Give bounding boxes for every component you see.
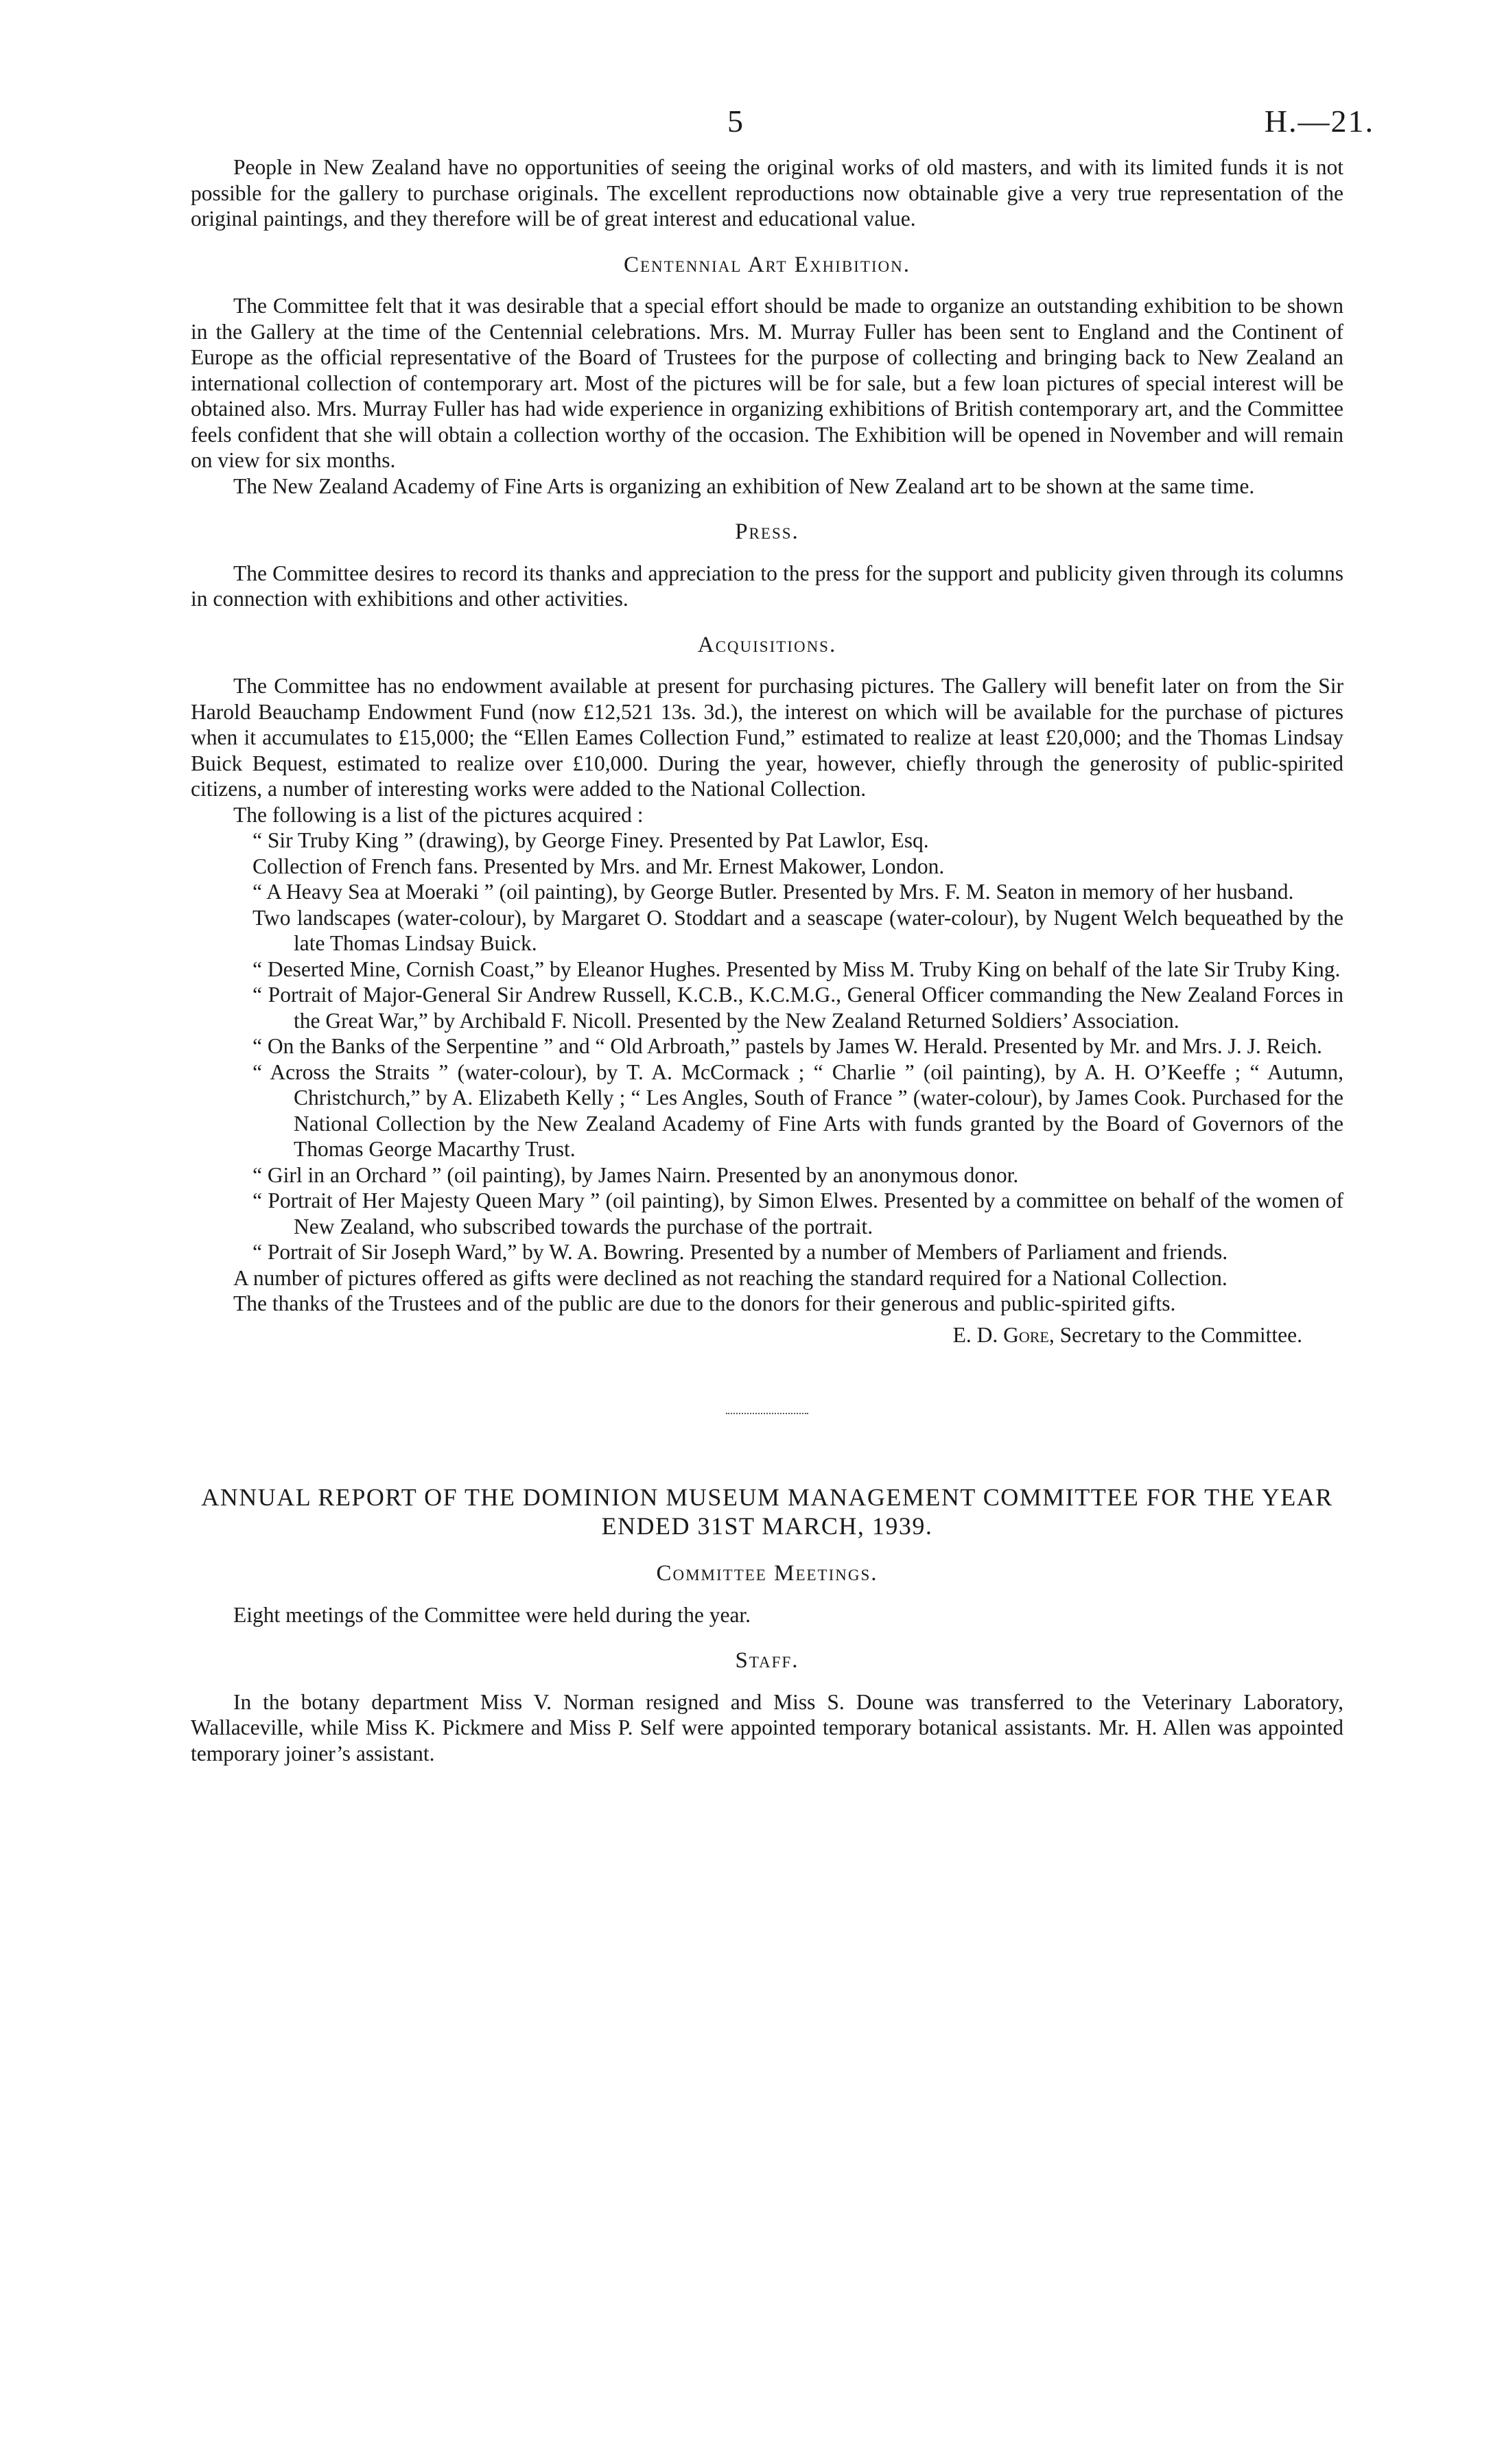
page-reference: H.—21. [1264, 104, 1374, 139]
meetings-heading: Committee Meetings. [656, 1561, 878, 1586]
list-item: “ Girl in an Orchard ” (oil painting), by James Nairn. Presented by an anonymous donor. [253, 1162, 1019, 1187]
press-paragraph: The Committee desires to record its thanks and appreciation to the press for the support and publicity given through its columns in connection with exhibitions and other activities. [191, 561, 1343, 611]
press-heading: Press. [735, 519, 799, 544]
section-divider [726, 1413, 808, 1414]
staff-paragraph: In the botany department Miss V. Norman resigned and Miss S. Doune was transferred to the Veterinary Laboratory, Wallaceville, while Miss K. Pickmere and Miss P. Self were appointed temporary botanical assistants. Mr. H. Allen was appointed temporary joiner’s assistant. [191, 1689, 1343, 1765]
meetings-paragraph: Eight meetings of the Committee were held during the year. [233, 1602, 751, 1627]
list-item: “ A Heavy Sea at Moeraki ” (oil painting), by George Butler. Presented by Mrs. F. M. Seaton in memory of her husband. [253, 880, 1294, 904]
list-item: “ Portrait of Major-General Sir Andrew Russell, K.C.B., K.C.M.G., General Officer commanding the New Zealand Forces in the Great War,” by Archibald F. Nicoll. Presented by the New Zealand Returned Soldiers’ Association. [253, 983, 1343, 1033]
acquisitions-list [191, 828, 1343, 1265]
annual-report-title: ANNUAL REPORT OF THE DOMINION MUSEUM MANAGEMENT COMMITTEE FOR THE YEAR ENDED 31ST MARCH, 1939. [201, 1483, 1333, 1540]
signature-name: E. D. Gore, [952, 1322, 1055, 1347]
list-item: “ Across the Straits ” (water-colour), by T. A. McCormack ; “ Charlie ” (oil painting), by A. H. O’Keeffe ; “ Autumn, Christchurch,” by A. Elizabeth Kelly ; “ Les Angles, South of France ” (water-colour), by James Cook. Purchased for the National Collection by the New Zealand Academy of Fine Arts with funds granted by the Board of Governors of the Thomas George Macarthy Trust. [253, 1059, 1343, 1161]
centennial-heading: Centennial Art Exhibition. [623, 252, 911, 277]
list-item: “ Portrait of Sir Joseph Ward,” by W. A. Bowring. Presented by a number of Members of Parliament and friends. [253, 1240, 1228, 1264]
list-item: Collection of French fans. Presented by Mrs. and Mr. Ernest Makower, London. [253, 854, 945, 878]
list-item: “ Deserted Mine, Cornish Coast,” by Eleanor Hughes. Presented by Miss M. Truby King on behalf of the late Sir Truby King. [253, 957, 1341, 981]
centennial-paragraph-2: The New Zealand Academy of Fine Arts is organizing an exhibition of New Zealand art to be shown at the same time. [233, 473, 1255, 498]
signature [191, 1322, 1343, 1348]
list-item: “ On the Banks of the Serpentine ” and “ Old Arbroath,” pastels by James W. Herald. Presented by Mr. and Mrs. J. J. Reich. [253, 1034, 1322, 1058]
centennial-paragraph-1: The Committee felt that it was desirable that a special effort should be made to organize an outstanding exhibition to be shown in the Gallery at the time of the Centennial celebrations. Mrs. M. Murray Fuller has been sent to England and the Continent of Europe as the official representative of the Board of Trustees for the purpose of collecting and bringing back to New Zealand an international collection of contemporary art. Most of the pictures will be for sale, but a few loan pictures of special interest will be obtained also. Mrs. Murray Fuller has had wide experience in organizing exhibitions of British contemporary art, and the Committee feels confident that she will obtain a collection worthy of the occasion. The Exhibition will be opened in November and will remain on view for six months. [191, 294, 1343, 472]
acquisitions-heading: Acquisitions. [697, 632, 837, 657]
list-item: “ Sir Truby King ” (drawing), by George Finey. Presented by Pat Lawlor, Esq. [253, 828, 929, 852]
list-item: “ Portrait of Her Majesty Queen Mary ” (oil painting), by Simon Elwes. Presented by a committee on behalf of the women of New Zealand, who subscribed towards the purchase of the portrait. [253, 1188, 1343, 1239]
page-header [0, 103, 1491, 144]
page-number: 5 [727, 104, 743, 139]
staff-heading: Staff. [735, 1648, 799, 1673]
signature-role: Secretary to the Committee. [1059, 1322, 1302, 1347]
document-body [191, 154, 1343, 1766]
acquisitions-paragraph: The Committee has no endowment available at present for purchasing pictures. The Gallery will benefit later on from the Sir Harold Beauchamp Endowment Fund (now £12,521 13s. 3d.), the interest on which will be available for the purchase of pictures when it accumulates to £15,000; the “Ellen Eames Collection Fund,” estimated to realize at least £20,000; and the Thomas Lindsay Buick Bequest, estimated to realize over £10,000. During the year, however, chiefly through the generosity of public-spirited citizens, a number of interesting works were added to the National Collection. [191, 674, 1343, 801]
list-item: Two landscapes (water-colour), by Margaret O. Stoddart and a seascape (water-colour), by Nugent Welch bequeathed by the late Thomas Lindsay Buick. [253, 905, 1343, 955]
acquisitions-list-intro: The following is a list of the pictures acquired : [233, 802, 644, 827]
declined-paragraph: A number of pictures offered as gifts were declined as not reaching the standard required for a National Collection. [233, 1265, 1228, 1290]
intro-paragraph: People in New Zealand have no opportunities of seeing the original works of old masters, and with its limited funds it is not possible for the gallery to purchase originals. The excellent reproductions now obtainable give a very true representation of the original paintings, and they therefore will be of great interest and educational value. [191, 155, 1343, 231]
thanks-paragraph: The thanks of the Trustees and of the public are due to the donors for their generous and public-spirited gifts. [233, 1291, 1176, 1315]
